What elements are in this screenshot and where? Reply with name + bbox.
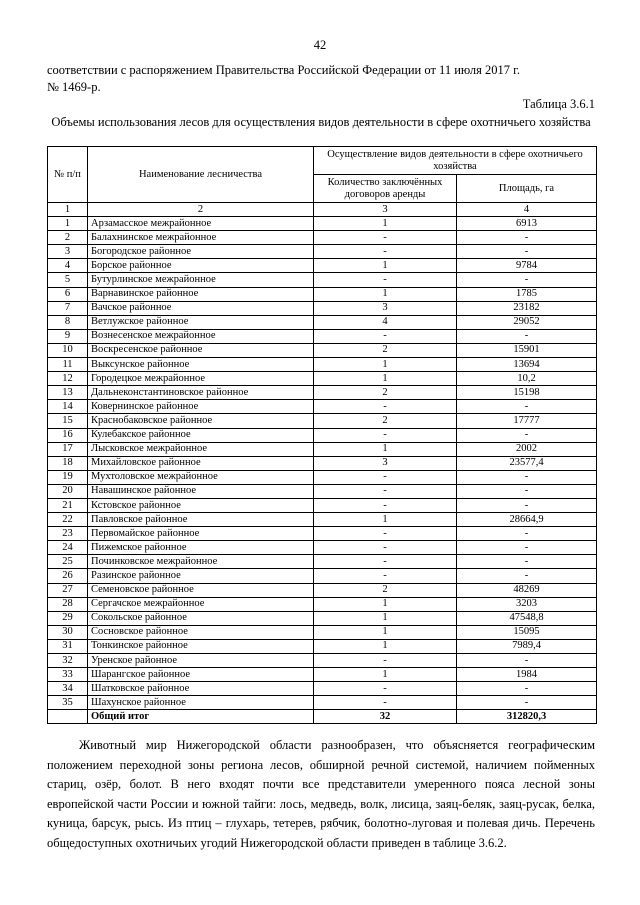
row-area: 10,2	[457, 372, 597, 386]
row-area: 1984	[457, 668, 597, 682]
row-area: -	[457, 682, 597, 696]
row-num: 28	[48, 597, 88, 611]
row-num: 5	[48, 273, 88, 287]
row-area: -	[457, 555, 597, 569]
row-num: 17	[48, 442, 88, 456]
row-count: 1	[314, 611, 457, 625]
row-name: Шахунское районное	[88, 696, 314, 710]
table-row	[48, 527, 597, 541]
row-area: -	[457, 541, 597, 555]
row-area: 2002	[457, 442, 597, 456]
row-count: 1	[314, 287, 457, 301]
row-name: Выксунское районное	[88, 358, 314, 372]
row-name: Сокольское районное	[88, 611, 314, 625]
row-count: 1	[314, 513, 457, 527]
forest-use-table	[47, 146, 597, 724]
row-count: -	[314, 484, 457, 498]
table-row	[48, 456, 597, 470]
row-num: 13	[48, 386, 88, 400]
row-count: 1	[314, 358, 457, 372]
row-count: -	[314, 527, 457, 541]
table-row	[48, 329, 597, 343]
row-num: 15	[48, 414, 88, 428]
row-name: Починковское межрайонное	[88, 555, 314, 569]
table-row	[48, 541, 597, 555]
row-count: -	[314, 400, 457, 414]
row-num: 21	[48, 498, 88, 512]
row-name: Краснобаковское районное	[88, 414, 314, 428]
row-area: 23577,4	[457, 456, 597, 470]
row-area: 29052	[457, 315, 597, 329]
table-row	[48, 484, 597, 498]
row-area: 3203	[457, 597, 597, 611]
row-count: -	[314, 654, 457, 668]
row-count: 2	[314, 414, 457, 428]
row-area: 7989,4	[457, 639, 597, 653]
row-name: Кстовское районное	[88, 498, 314, 512]
table-row	[48, 470, 597, 484]
table-label: Таблица 3.6.1	[522, 97, 595, 111]
row-count: -	[314, 541, 457, 555]
row-count: 1	[314, 372, 457, 386]
intro-line-2: № 1469-р.	[47, 80, 101, 94]
row-num: 11	[48, 358, 88, 372]
row-count: -	[314, 428, 457, 442]
row-name: Шарангское районное	[88, 668, 314, 682]
page-number: 42	[313, 38, 327, 52]
row-num: 29	[48, 611, 88, 625]
row-name: Тонкинское районное	[88, 639, 314, 653]
header-count: Количество заключённых договоров аренды	[314, 175, 457, 203]
row-name: Балахнинское межрайонное	[88, 231, 314, 245]
table-row	[48, 625, 597, 639]
table-row	[48, 682, 597, 696]
row-count: 1	[314, 442, 457, 456]
table-row	[48, 259, 597, 273]
row-area: -	[457, 484, 597, 498]
row-num: 31	[48, 639, 88, 653]
row-num: 30	[48, 625, 88, 639]
row-name: Городецкое межрайонное	[88, 372, 314, 386]
row-name: Первомайское районное	[88, 527, 314, 541]
row-area: 17777	[457, 414, 597, 428]
row-area: -	[457, 498, 597, 512]
row-area: 15095	[457, 625, 597, 639]
row-num: 14	[48, 400, 88, 414]
row-area: -	[457, 329, 597, 343]
total-num-cell	[48, 710, 88, 724]
row-num: 4	[48, 259, 88, 273]
table-row	[48, 696, 597, 710]
table-row	[48, 273, 597, 287]
row-name: Борское районное	[88, 259, 314, 273]
table-row	[48, 513, 597, 527]
row-area: 15901	[457, 343, 597, 357]
row-name: Павловское районное	[88, 513, 314, 527]
row-num: 1	[48, 217, 88, 231]
row-count: -	[314, 555, 457, 569]
table-row	[48, 555, 597, 569]
table-row	[48, 442, 597, 456]
row-count: 4	[314, 315, 457, 329]
table-title: Объемы использования лесов для осуществления видов деятельности в сфере охотничьего хозяйства	[51, 115, 591, 129]
row-name: Кулебакское районное	[88, 428, 314, 442]
row-area: -	[457, 428, 597, 442]
header-group: Осуществление видов деятельности в сфере охотничьего хозяйства	[314, 147, 597, 175]
total-count: 32	[314, 710, 457, 724]
row-area: 48269	[457, 583, 597, 597]
col-number-4: 4	[457, 203, 597, 217]
row-count: -	[314, 569, 457, 583]
header-num: № п/п	[48, 147, 88, 203]
row-name: Шатковское районное	[88, 682, 314, 696]
row-num: 35	[48, 696, 88, 710]
row-num: 9	[48, 329, 88, 343]
row-name: Воскресенское районное	[88, 343, 314, 357]
table-row	[48, 315, 597, 329]
table-row	[48, 654, 597, 668]
table-row	[48, 231, 597, 245]
header-name: Наименование лесничества	[88, 147, 314, 203]
table-row	[48, 301, 597, 315]
row-num: 20	[48, 484, 88, 498]
row-count: 2	[314, 386, 457, 400]
row-num: 26	[48, 569, 88, 583]
row-count: 1	[314, 625, 457, 639]
row-num: 24	[48, 541, 88, 555]
row-num: 25	[48, 555, 88, 569]
row-count: -	[314, 231, 457, 245]
row-count: -	[314, 273, 457, 287]
row-area: 28664,9	[457, 513, 597, 527]
row-num: 23	[48, 527, 88, 541]
row-count: -	[314, 470, 457, 484]
row-name: Сосновское районное	[88, 625, 314, 639]
row-name: Пижемское районное	[88, 541, 314, 555]
row-num: 27	[48, 583, 88, 597]
row-count: 3	[314, 456, 457, 470]
table-row	[48, 343, 597, 357]
row-name: Разинское районное	[88, 569, 314, 583]
row-name: Дальнеконстантиновское районное	[88, 386, 314, 400]
table-row	[48, 414, 597, 428]
table-row	[48, 372, 597, 386]
row-name: Лысковское межрайонное	[88, 442, 314, 456]
row-name: Вачское районное	[88, 301, 314, 315]
table-row	[48, 245, 597, 259]
row-num: 2	[48, 231, 88, 245]
row-area: -	[457, 400, 597, 414]
row-num: 32	[48, 654, 88, 668]
table-row	[48, 428, 597, 442]
row-name: Сергачское межрайонное	[88, 597, 314, 611]
row-count: 2	[314, 343, 457, 357]
row-name: Семеновское районное	[88, 583, 314, 597]
row-name: Вознесенское межрайонное	[88, 329, 314, 343]
row-count: -	[314, 498, 457, 512]
intro-line-1	[47, 62, 595, 79]
total-label: Общий итог	[88, 710, 314, 724]
row-area: 6913	[457, 217, 597, 231]
row-area: -	[457, 231, 597, 245]
row-num: 7	[48, 301, 88, 315]
row-count: -	[314, 329, 457, 343]
row-num: 16	[48, 428, 88, 442]
row-area: 13694	[457, 358, 597, 372]
row-area: -	[457, 696, 597, 710]
col-number-2: 2	[88, 203, 314, 217]
row-num: 18	[48, 456, 88, 470]
row-area: 47548,8	[457, 611, 597, 625]
row-area: -	[457, 569, 597, 583]
row-count: 1	[314, 217, 457, 231]
header-area: Площадь, га	[457, 175, 597, 203]
table-row	[48, 611, 597, 625]
row-count: -	[314, 245, 457, 259]
row-count: 1	[314, 668, 457, 682]
row-count: 1	[314, 259, 457, 273]
total-row	[48, 710, 597, 724]
table-row	[48, 358, 597, 372]
table-row	[48, 386, 597, 400]
row-name: Уренское районное	[88, 654, 314, 668]
row-name: Ковернинское районное	[88, 400, 314, 414]
table-row	[48, 583, 597, 597]
row-num: 6	[48, 287, 88, 301]
row-name: Ветлужское районное	[88, 315, 314, 329]
row-area: 15198	[457, 386, 597, 400]
row-area: 23182	[457, 301, 597, 315]
table-row	[48, 498, 597, 512]
fauna-paragraph	[47, 736, 595, 853]
row-name: Бутурлинское межрайонное	[88, 273, 314, 287]
table-row	[48, 597, 597, 611]
col-number-1: 1	[48, 203, 88, 217]
row-num: 8	[48, 315, 88, 329]
row-name: Навашинское районное	[88, 484, 314, 498]
row-name: Арзамасское межрайонное	[88, 217, 314, 231]
fauna-paragraph-text: Животный мир Нижегородской области разнообразен, что объясняется географическим положением переходной зоны региона лесов, обширной речной системой, наличием пойменных стариц, озёр, болот. В него входят почти все представители умеренного пояса лесной зоны европейской части России и южной тайги: лось, медведь, волк, лисица, заяц-беляк, заяц-русак, белка, куница, барсук, рысь. Из птиц – глухарь, тетерев, рябчик, болотно-луговая и полевая дичь. Перечень общедоступных охотничьих угодий Нижегородской области приведен в таблице 3.6.2.	[47, 738, 595, 850]
row-count: 3	[314, 301, 457, 315]
row-count: -	[314, 696, 457, 710]
intro-line-1-text: соответствии с распоряжением Правительства Российской Федерации от 11 июля 2017 г.	[47, 63, 520, 77]
table-row	[48, 400, 597, 414]
row-count: 1	[314, 597, 457, 611]
row-name: Богородское районное	[88, 245, 314, 259]
row-count: 2	[314, 583, 457, 597]
row-count: -	[314, 682, 457, 696]
row-count: 1	[314, 639, 457, 653]
table-row	[48, 668, 597, 682]
row-area: -	[457, 273, 597, 287]
total-area: 312820,3	[457, 710, 597, 724]
row-num: 22	[48, 513, 88, 527]
table-row	[48, 639, 597, 653]
row-area: -	[457, 654, 597, 668]
row-num: 33	[48, 668, 88, 682]
table-row	[48, 217, 597, 231]
row-area: -	[457, 245, 597, 259]
col-number-3: 3	[314, 203, 457, 217]
table-body	[48, 217, 597, 710]
row-area: -	[457, 527, 597, 541]
row-name: Мухтоловское межрайонное	[88, 470, 314, 484]
row-name: Михайловское районное	[88, 456, 314, 470]
intro-text	[47, 62, 595, 96]
row-name: Варнавинское районное	[88, 287, 314, 301]
row-num: 34	[48, 682, 88, 696]
row-area: 9784	[457, 259, 597, 273]
row-num: 19	[48, 470, 88, 484]
table-row	[48, 287, 597, 301]
row-num: 3	[48, 245, 88, 259]
row-num: 12	[48, 372, 88, 386]
row-area: 1785	[457, 287, 597, 301]
row-num: 10	[48, 343, 88, 357]
row-area: -	[457, 470, 597, 484]
table-row	[48, 569, 597, 583]
